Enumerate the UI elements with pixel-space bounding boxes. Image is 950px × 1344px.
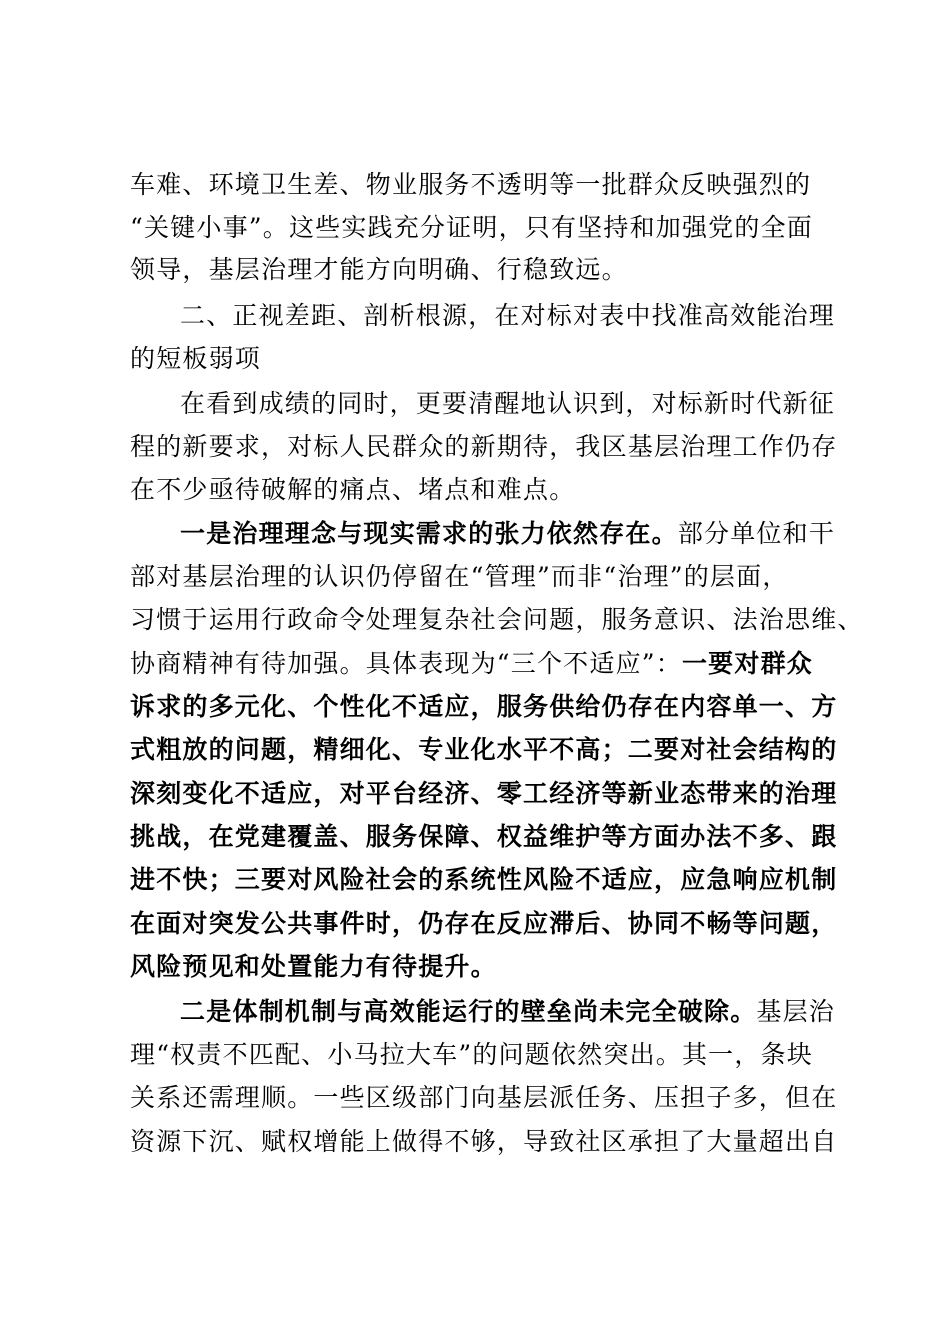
section-heading: 二、正视差距、剖析根源，在对标对表中找准高效能治理 [180, 301, 836, 330]
plain-text: 基层治 [756, 997, 836, 1026]
paragraph-line: 理“权责不匹配、小马拉大车”的问题依然突出。其一，条块 [130, 1040, 813, 1069]
paragraph-line: 式粗放的问题，精细化、专业化水平不高；二要对社会结构的 [130, 735, 838, 764]
plain-text: 部分单位和干 [677, 519, 836, 548]
paragraph-line [130, 645, 830, 683]
paragraph-line: 挑战，在党建覆盖、服务保障、权益维护等方面办法不多、跟 [130, 822, 838, 851]
paragraph-line [180, 993, 836, 1031]
bold-text: 一要对群众 [681, 649, 813, 678]
paragraph-line [180, 515, 836, 553]
paragraph-line: 程的新要求，对标人民群众的新期待，我区基层治理工作仍存 [130, 432, 838, 461]
paragraph-line: 在面对突发公共事件时，仍存在反应滞后、协同不畅等问题， [130, 909, 838, 938]
paragraph-line: 车难、环境卫生差、物业服务不透明等一批群众反映强烈的 [130, 170, 812, 199]
section-heading: 的短板弱项 [130, 344, 262, 373]
paragraph-line: 进不快；三要对风险社会的系统性风险不适应，应急响应机制 [130, 865, 838, 894]
paragraph-line: 关系还需理顺。一些区级部门向基层派任务、压担子多，但在 [130, 1083, 838, 1112]
paragraph-line: 习惯于运用行政命令处理复杂社会问题，服务意识、法治思维、 [130, 605, 864, 634]
plain-text: 协商精神有待加强。具体表现为“三个不适应”： [130, 649, 682, 678]
paragraph-line: “关键小事”。这些实践充分证明，只有坚持和加强党的全面 [130, 213, 813, 242]
paragraph-line: 领导，基层治理才能方向明确、行稳致远。 [130, 255, 628, 284]
paragraph-line: 在看到成绩的同时，更要清醒地认识到，对标新时代新征 [180, 389, 836, 418]
paragraph-line: 深刻变化不适应，对平台经济、零工经济等新业态带来的治理 [130, 779, 838, 808]
paragraph-line: 部对基层治理的认识仍停留在“管理”而非“治理”的层面， [130, 562, 789, 591]
paragraph-line: 资源下沉、赋权增能上做得不够，导致社区承担了大量超出自 [130, 1127, 838, 1156]
bold-lead: 二是体制机制与高效能运行的壁垒尚未完全破除。 [180, 997, 757, 1026]
paragraph-line: 风险预见和处置能力有待提升。 [130, 952, 497, 981]
paragraph-line: 诉求的多元化、个性化不适应，服务供给仍存在内容单一、方 [130, 692, 838, 721]
bold-lead: 一是治理理念与现实需求的张力依然存在。 [180, 519, 678, 548]
paragraph-line: 在不少亟待破解的痛点、堵点和难点。 [130, 475, 576, 504]
